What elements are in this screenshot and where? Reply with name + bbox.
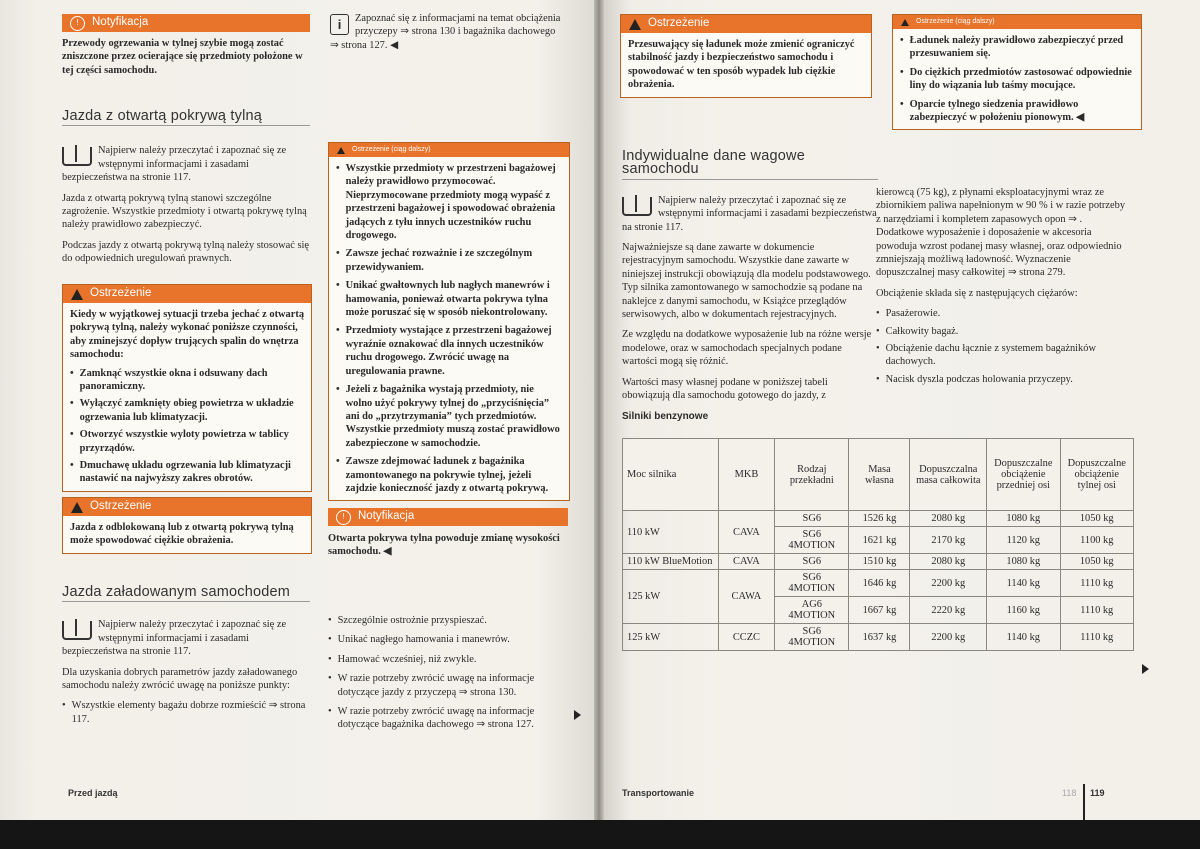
book-gutter: [594, 0, 604, 820]
notice-2: [328, 508, 568, 559]
list-item: • Otworzyć wszystkie wyloty powietrza w tablicy przyrządów.: [70, 429, 289, 454]
list-item: • Wyłączyć zamknięty obieg powietrza w układzie ogrzewania lub klimatyzacji.: [70, 398, 294, 423]
section-title: Jazda z otwartą pokrywą tylną: [62, 110, 310, 126]
right-page: [600, 0, 1200, 820]
notice-icon: !: [336, 510, 351, 525]
table-row: 110 kW BlueMotion CAVA SG6 1510 kg 2080 kg 1080 kg 1050 kg: [623, 554, 1134, 570]
paragraph: Wartości masy własnej podane w poniższej tabeli obowiązują dla samochodu gotowego do jazdy, z: [622, 376, 828, 402]
warning-text: Jazda z odblokowaną lub z otwartą pokrywą tylną może spowodować ciężkie obrażenia.: [70, 522, 294, 547]
notice-top: [62, 14, 310, 77]
list-item: • Unikać gwałtownych lub nagłych manewrów i hamowania, ponieważ otwarta pokrywa tylna może poruszać się w sposób niekontrolowany.: [336, 280, 550, 319]
notice-header: [328, 508, 568, 526]
paragraph: Obciążenie składa się z następujących ciężarów:: [876, 287, 1078, 299]
section-title: Jazda załadowanym samochodem: [62, 586, 310, 602]
reference-note: [62, 618, 310, 658]
section-title: Indywidualne dane wagowe samochodu: [622, 150, 878, 180]
notice-text: Przewody ogrzewania w tylnej szybie mogą zostać zniszczone przez ocierające się przedmioty położone w tej części samochodu.: [62, 38, 303, 76]
list-item: • W razie potrzeby zwrócić uwagę na informacje dotyczące bagażnika dachowego ⇒ strona 127.: [328, 706, 535, 731]
list-item: • Wszystkie przedmioty w przestrzeni bagażowej należy prawidłowo przymocować. Nieprzymocowane przedmioty mogą wypaść z przestrzeni bagażowej i spowodować obrażenia jadących z tyłu innych uczestników ruchu drogowego.: [336, 163, 556, 242]
warning-icon: [71, 289, 83, 300]
page-divider: [1083, 784, 1085, 820]
table-row: 125 kW CAWA SG6 4MOTION 1646 kg 2200 kg 1140 kg 1110 kg: [623, 570, 1134, 597]
list-item: • Obciążenie dachu łącznie z systemem bagażników dachowych.: [876, 343, 1096, 368]
book-icon: [62, 147, 92, 166]
list-item: • Nacisk dyszla podczas holowania przyczepy.: [876, 373, 1073, 385]
list-item: • Zawsze zdejmować ładunek z bagażnika zamontowanego na pokrywie tylnej, jeżeli zajdzie konieczność jazdy z otwartą pokrywą.: [336, 456, 549, 494]
list-item: • Szczególnie ostrożnie przyspieszać.: [328, 615, 487, 626]
notice-text: Otwarta pokrywa tylna powoduje zmianę wysokości samochodu. ◀: [328, 533, 560, 558]
left-page: [0, 0, 596, 820]
notice-header: [62, 14, 310, 32]
column-header: Moc silnika: [623, 439, 719, 511]
continue-arrow-icon: [574, 710, 581, 720]
paragraph: Ze względu na dodatkowe wyposażenie lub na różne wersje modelowe, oraz w samochodach specjalnych podane wartości mogą się różnić.: [622, 329, 872, 368]
list-item: • Wszystkie elementy bagażu dobrze rozmieścić ⇒ strona 117.: [62, 700, 306, 725]
reference-text: Najpierw należy przeczytać i zapoznać się ze wstępnymi informacjami i zasadami bezpieczeństwa na stronie 117.: [62, 145, 287, 184]
list-item: • Hamować wcześniej, niż zwykle.: [328, 653, 477, 665]
section-weight-data: [622, 150, 878, 410]
table-caption: Silniki benzynowe: [622, 411, 709, 422]
paragraph: Dla uzyskania dobrych parametrów jazdy załadowanego samochodu należy zwrócić uwagę na poniższe punkty:: [62, 666, 298, 692]
list-item: • Oparcie tylnego siedzenia prawidłowo zabezpieczyć w położeniu pionowym. ◀: [900, 98, 1085, 124]
list-item: • Ładunek należy prawidłowo zabezpieczyć przed przesuwaniem się.: [900, 35, 1124, 60]
list-item: • Unikać nagłego hamowania i manewrów.: [328, 634, 510, 646]
column-header: Dopuszczalne obciążenie tylnej osi: [1060, 439, 1133, 511]
footer-chapter: Przed jazdą: [68, 788, 118, 798]
info-icon: i: [330, 14, 349, 35]
paragraph: Jazda z otwartą pokrywą tylną stanowi szczególne zagrożenie. Wszystkie przedmioty i otwartą pokrywę tylną należy prawidłowo zabezpieczyć.: [62, 192, 307, 231]
info-top: [330, 12, 566, 52]
page-number-ghost: 118: [1062, 788, 1077, 798]
warning-label: Ostrzeżenie: [90, 500, 152, 513]
warning-icon: [337, 147, 345, 154]
warning-header: [63, 285, 311, 303]
warning-header: [63, 498, 311, 516]
warning-box-2: [62, 497, 312, 554]
scan-bottom-edge: [0, 820, 1200, 849]
list-item: • W razie potrzeby zwrócić uwagę na informacje dotyczące jazdy z przyczepą ⇒ strona 130.: [328, 673, 535, 698]
section-loaded-vehicle: [62, 586, 310, 726]
list-item: • Do ciężkich przedmiotów zastosować odpowiednie liny do wiązania lub taśmy mocujące.: [900, 66, 1132, 92]
info-top-text: Zapoznać się z informacjami na temat obciążenia przyczepy ⇒ strona 130 i bagażnika dachowego ⇒ strona 127. ◀: [330, 13, 561, 51]
weight-table: [622, 438, 1134, 651]
column-header: Masa własna: [849, 439, 910, 511]
list-item: • Zawsze jechać rozważnie i ze szczególnym przewidywaniem.: [336, 248, 533, 273]
warning-label: Ostrzeżenie: [90, 287, 152, 300]
column-header: Rodzaj przekładni: [775, 439, 849, 511]
footer-chapter: Transportowanie: [622, 788, 695, 798]
table-row: AG6 4MOTION 1667 kg 2220 kg 1160 kg 1110 kg: [623, 597, 1134, 624]
warning-label: Ostrzeżenie (ciąg dalszy): [352, 146, 431, 154]
list-item: • Zamknąć wszystkie okna i odsuwany dach panoramiczny.: [70, 367, 268, 393]
warning-text: Kiedy w wyjątkowej sytuacji trzeba jechać z otwartą pokrywą tylną, należy wykonać poniższe czynności, aby zminejszyć dopływ trujących spalin do wnętrza samochodu:: [70, 309, 305, 361]
column-header: MKB: [718, 439, 774, 511]
warning-header: [329, 143, 569, 157]
warning-label: Ostrzeżenie: [648, 17, 710, 30]
table-row: 110 kW CAVA SG6 1526 kg 2080 kg 1080 kg 1050 kg: [623, 511, 1134, 527]
warning-box-continued: [328, 142, 570, 501]
warning-icon: [901, 19, 909, 26]
reference-text: Najpierw należy przeczytać i zapoznać się ze wstępnymi informacjami i zasadami bezpieczeństwa na stronie 117.: [62, 619, 287, 658]
list-item: • Przedmioty wystające z przestrzeni bagażowej wyraźnie oznakować dla innych uczestników ruchu drogowego. Zwrócić uwagę na uregulowania prawne.: [336, 325, 552, 377]
continue-arrow-icon: [1142, 664, 1149, 674]
paragraph: Najważniejsze są dane zawarte w dokumencie rejestracyjnym samochodu. Wszystkie dane zawarte w niniejszej instrukcji obowiązują dla modelu podstawowego. Typ silnika zamontowanego w samochodzie są podane na naklejce z danymi samochodu, w Książce przeglądów serwisowych, albo w dokumentach rejestracyjnych.: [622, 242, 871, 321]
notice-label: Notyfikacja: [92, 16, 149, 29]
book-icon: [622, 197, 652, 216]
list-item: • Całkowity bagaż.: [876, 325, 959, 337]
book-icon: [62, 621, 92, 640]
column-header: Dopuszczalne obciążenie przedniej osi: [987, 439, 1060, 511]
notice-label: Notyfikacja: [358, 510, 415, 523]
list-item: • Jeżeli z bagażnika wystają przedmioty, nie wolno użyć pokrywy tylnej do „przyciśnięcia” ani do „przytrzymania” tych przedmiotów. Wszystkie przedmioty muszą zostać prawidłowo zabezpieczone w samochodzie.: [336, 384, 560, 449]
list-item: • Dmuchawę układu ogrzewania lub klimatyzacji nastawić na najwyższy zakres obrotów.: [70, 460, 291, 485]
notice-icon: !: [70, 16, 85, 31]
warning-box-top: [620, 14, 872, 98]
paragraph: kierowcą (75 kg), z płynami eksploatacyjnymi wraz ze zbiornikiem paliwa napełnionym w 90 % i w razie potrzeby z narzędziami i kompletem zapasowych opon ⇒ . Dodatkowe wyposażenie i doposażenie w akcesoria powoduja wzrost podanej masy własnej, oraz odpowiednio zmniejszają możliwą ładowność. Wyznaczenie dopuszczalnej masy całkowitej ⇒ strona 279.: [876, 187, 1126, 279]
reference-note: [622, 194, 878, 234]
warning-box-continued: [892, 14, 1142, 130]
list-item: • Pasażerowie.: [876, 308, 941, 320]
driving-tips-list: [328, 614, 568, 732]
reference-text: Najpierw należy przeczytać i zapoznać się ze wstępnymi informacjami i zasadami bezpieczeństwa na stronie 117.: [622, 194, 877, 233]
paragraph: Podczas jazdy z otwartą pokrywą tylną należy stosować się do odpowiednich uregulowań prawnych.: [62, 239, 309, 265]
table-row: 125 kW CCZC SG6 4MOTION 1637 kg 2200 kg 1140 kg 1110 kg: [623, 624, 1134, 651]
reference-note: [62, 144, 310, 184]
column-header: Dopuszczalna masa całkowita: [910, 439, 987, 511]
warning-box-1: [62, 284, 312, 492]
page-number: 119: [1090, 788, 1105, 798]
section-open-tailgate: [62, 110, 310, 273]
weight-text-col2: [876, 186, 1126, 386]
warning-label: Ostrzeżenie (ciąg dalszy): [916, 18, 995, 26]
warning-header: [621, 15, 871, 33]
warning-icon: [629, 19, 641, 30]
warning-header: [893, 15, 1141, 29]
warning-text: Przesuwający się ładunek może zmienić ograniczyć stabilność jazdy i bezpieczeństwo samochodu i spowodować w ten sposób wypadek lub ciężkie obrażenia.: [628, 39, 855, 91]
warning-icon: [71, 502, 83, 513]
table-row: SG6 4MOTION 1621 kg 2170 kg 1120 kg 1100 kg: [623, 527, 1134, 554]
